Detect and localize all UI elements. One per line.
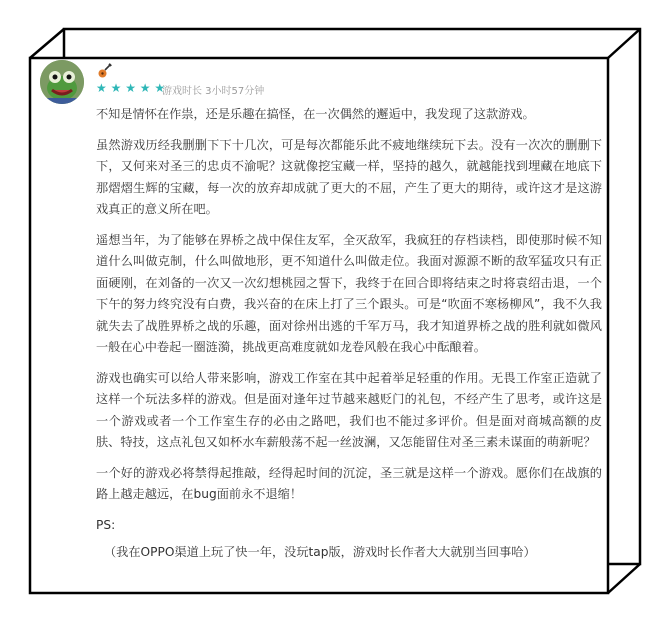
star-icon: ★ — [96, 81, 107, 95]
guitar-badge-icon — [96, 63, 112, 79]
review-paragraph: 不知是情怀在作祟，还是乐趣在搞怪，在一次偶然的邂逅中，我发现了这款游戏。 — [96, 107, 535, 121]
review-paragraph: 虽然游戏历经我删删下下十几次，可是每次都能乐此不疲地继续玩下去。没有一次次的删删下下，又何来对圣三的忠贞不渝呢？这就像挖宝藏一样，坚持的越久，就越能找到埋藏在地底下那熠熠生辉的宝藏，每一次的放弃却成就了更大的不屈，产生了更大的期待，或许这才是这游戏真正的意义所在吧。 — [96, 137, 602, 216]
playtime-label: 游戏时长 3小时57分钟 — [162, 86, 265, 97]
avatar[interactable] — [40, 60, 84, 104]
star-icon: ★ — [110, 81, 122, 95]
review-card — [34, 60, 608, 593]
frog-avatar-icon — [40, 60, 84, 104]
review-text — [96, 104, 602, 573]
star-icon: ★ — [139, 81, 151, 95]
star-rating — [96, 81, 165, 95]
star-icon: ★ — [154, 81, 166, 95]
review-paragraph: 一个好的游戏必将禁得起推敲，经得起时间的沉淀，圣三就是这样一个游戏。愿你们在战旗的路上越走越远，在bug面前永不退缩！ — [96, 465, 602, 501]
ps-note: （我在OPPO渠道上玩了快一年，没玩tap版，游戏时长作者大大就别当回事哈） — [104, 545, 536, 559]
star-icon: ★ — [125, 81, 136, 95]
review-paragraph: 遥想当年，为了能够在界桥之战中保住友军，全灭敌军，我疯狂的存档读档，即使那时候不知道什么叫做克制，什么叫做地形，更不知道什么叫做走位。我面对源源不断的敌军猛攻只有正面硬刚，在刘备的一次又一次幻想桃园之誓下，我终于在回合即将结束之时将袁绍击退，一个下午的努力终究没有白费，我兴奋的在床上打了三个跟头。可是“吹面不寒杨柳风”，我不久我就失去了战胜界桥之战的乐趣，面对徐州出逃的千军万马，我才知道界桥之战的胜利就如微风一般在心中卷起一圈涟漪，挑战更高难度就如龙卷风般在我心中酝酿着。 — [96, 232, 602, 354]
review-paragraph: 游戏也确实可以给人带来影响，游戏工作室在其中起着举足轻重的作用。无畏工作室正造就了这样一个玩法多样的游戏。但是面对逢年过节越来越贬门的礼包，不经产生了思考，或许这是一个游戏或者一个工作室生存的必由之路吧，我们也不能过多评价。但是面对商城高额的皮肤、特技，这点礼包又如杯水车薪般荡不起一丝波澜，又怎能留住对圣三素未谋面的萌新呢？ — [96, 370, 602, 449]
ps-label: PS: — [96, 517, 116, 532]
